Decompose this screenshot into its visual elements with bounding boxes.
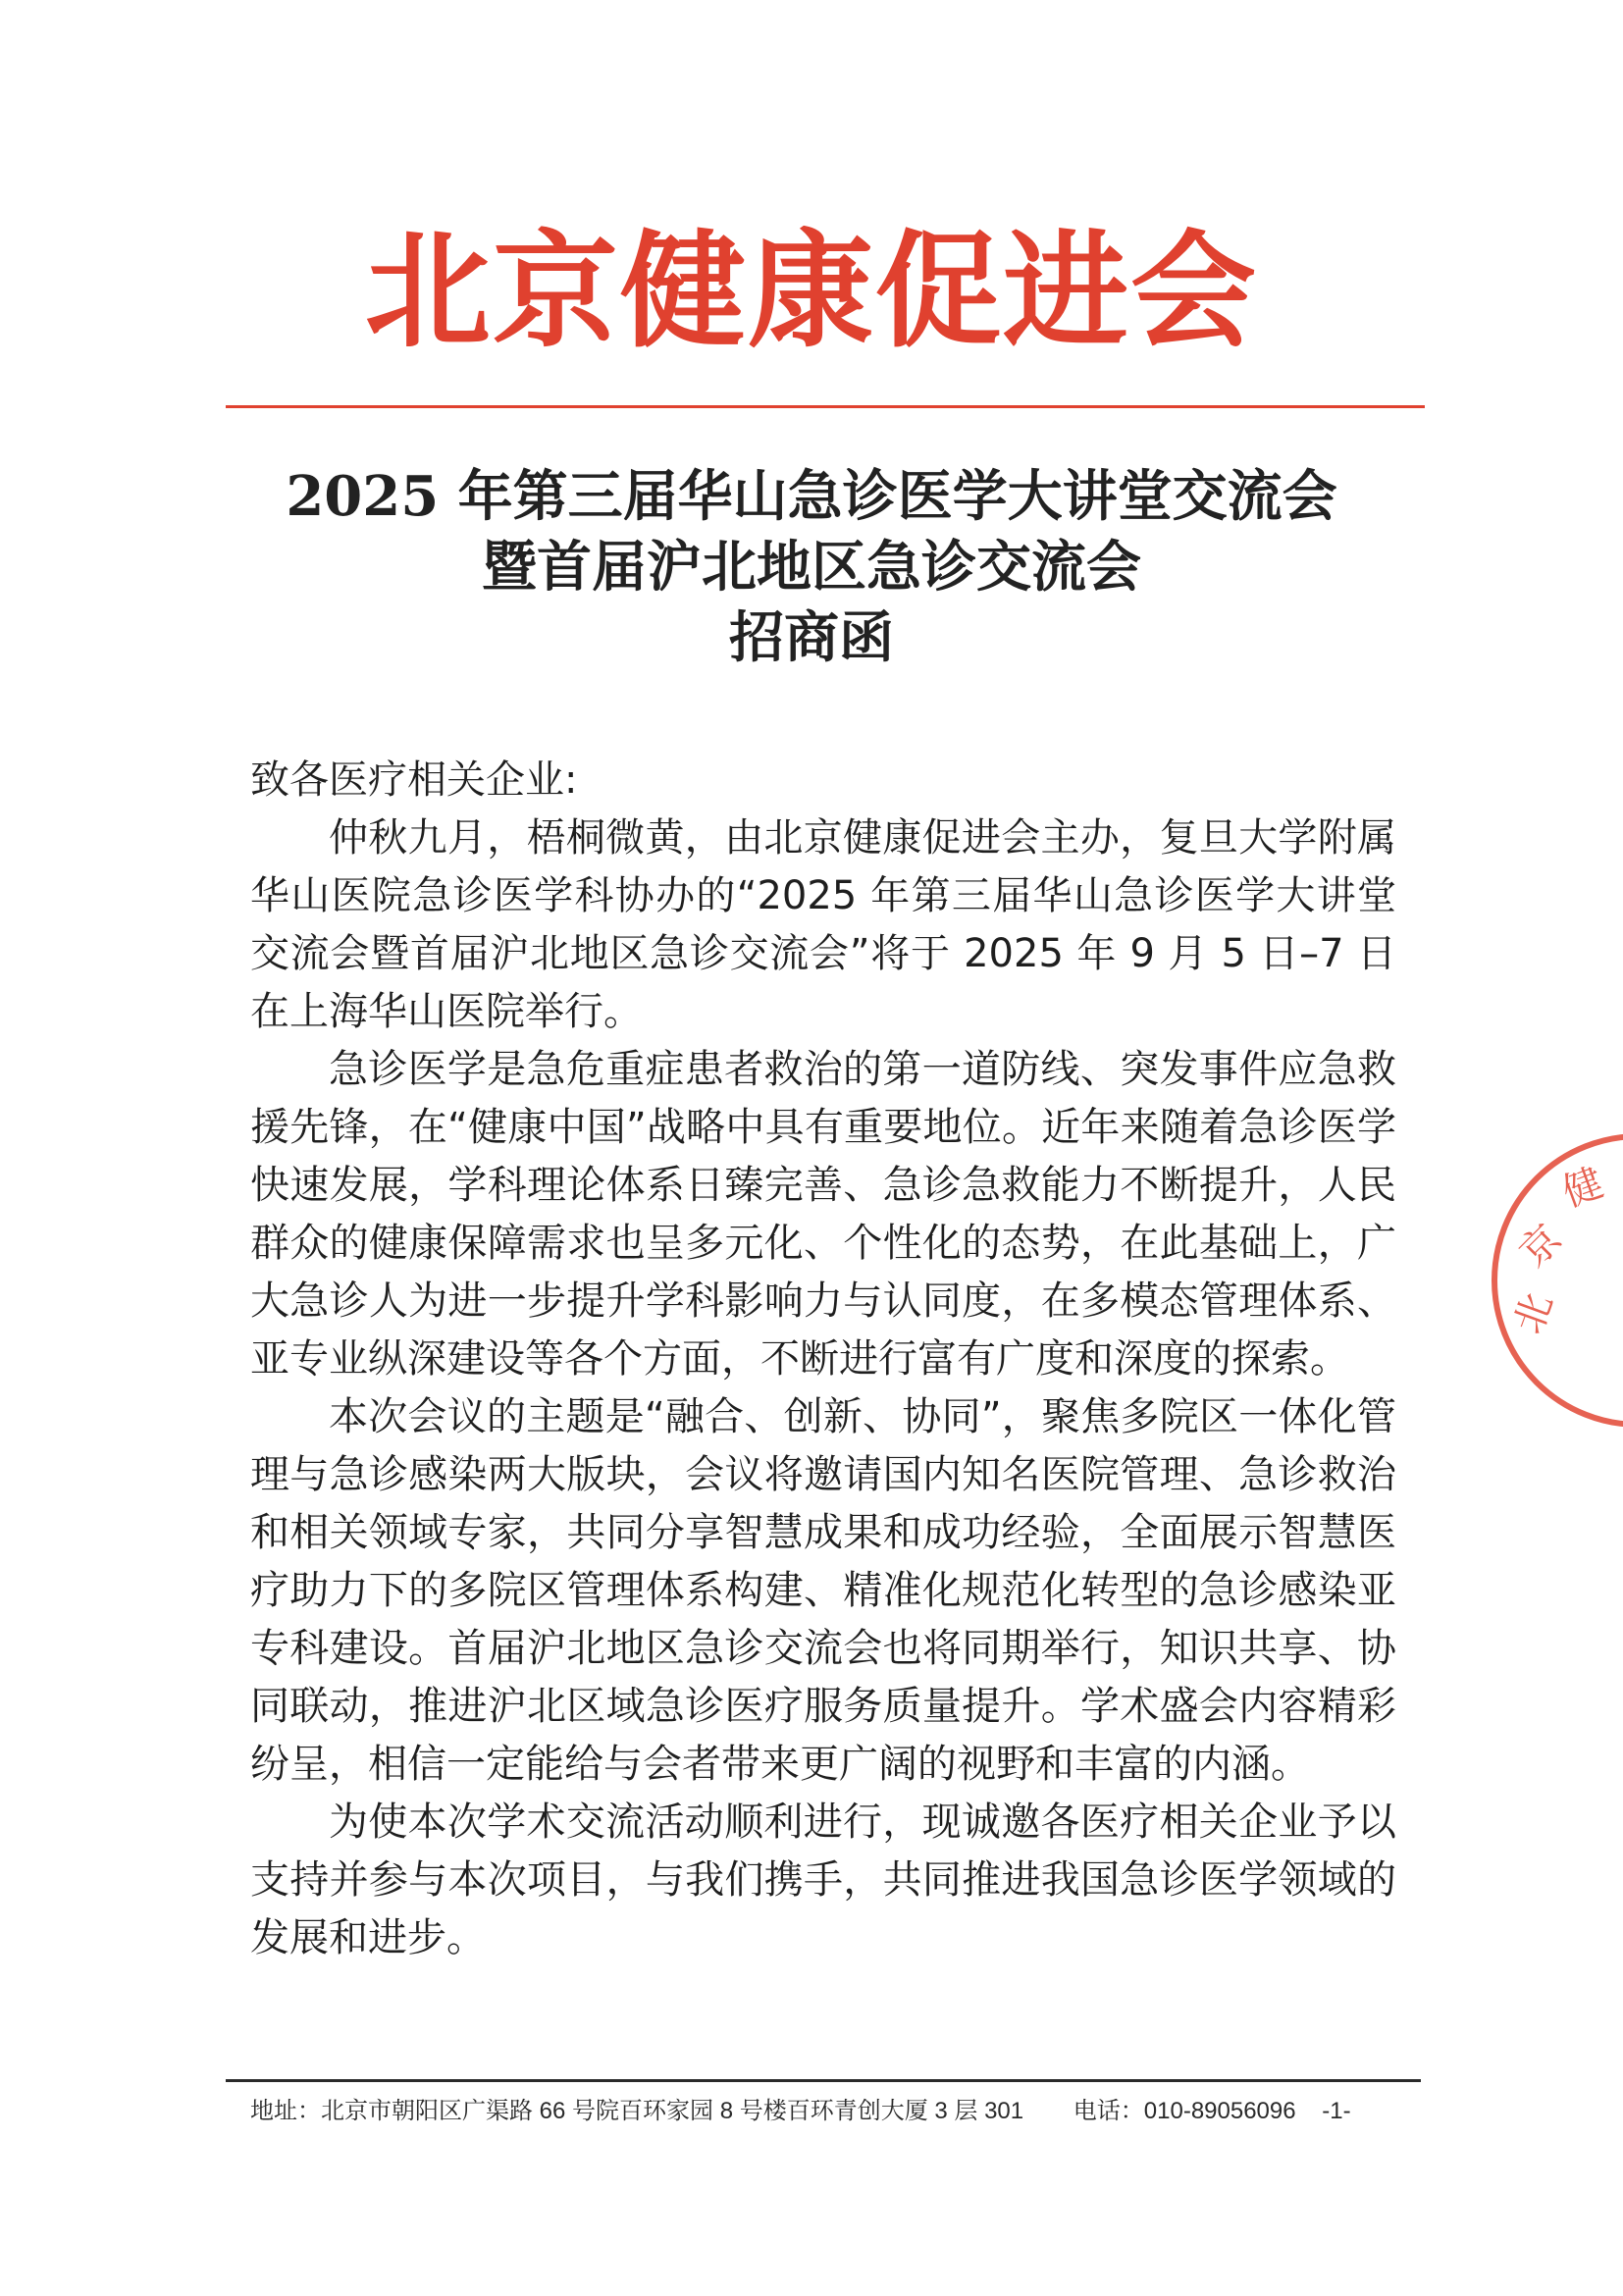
document-title xyxy=(0,461,1623,673)
letterhead-org-name: 北京健康促进会 xyxy=(364,218,1258,365)
paragraph-invitation: 为使本次学术交流活动顺利进行，现诚邀各医疗相关企业予以支持并参与本次项目，与我们携手，共同推进我国急诊医学领域的发展和进步。 xyxy=(250,1800,1396,1960)
title-line-2: 暨首届沪北地区急诊交流会 xyxy=(482,535,1141,600)
official-seal-stamp xyxy=(1492,1133,1623,1428)
paragraph-background: 急诊医学是急危重症患者救治的第一道防线、突发事件应急救援先锋，在“健康中国”战略中具有重要地位。近年来随着急诊医学快速发展，学科理论体系日臻完善、急诊急救能力不断提升，人民群众的健康保障需求也呈多元化、个性化的态势，在此基础上，广大急诊人为进一步提升学科影响力与认同度，在多模态管理体系、亚专业纵深建设等各个方面，不断进行富有广度和深度的探索。 xyxy=(250,1047,1396,1382)
letter-body xyxy=(250,752,1396,1967)
stamp-char-3: 健 xyxy=(1556,1160,1609,1217)
footer-phone: 电话：010-89056096 xyxy=(1073,2098,1296,2124)
stamp-char-1: 北 xyxy=(1505,1287,1562,1340)
paragraph-intro: 仲秋九月，梧桐微黄，由北京健康促进会主办，复旦大学附属华山医院急诊医学科协办的“2025 年第三届华山急诊医学大讲堂交流会暨首届沪北地区急诊交流会”将于 2025 年 9 月 5 日–7 日在上海华山医院举行。 xyxy=(250,815,1396,1034)
page-number: -1- xyxy=(1322,2098,1351,2124)
footer-rule xyxy=(226,2079,1421,2082)
stamp-char-2: 京 xyxy=(1511,1216,1571,1277)
salutation: 致各医疗相关企业: xyxy=(250,757,578,803)
footer-address: 地址：北京市朝阳区广渠路 66 号院百环家园 8 号楼百环青创大厦 3 层 301 xyxy=(250,2098,1024,2124)
title-line-3: 招商函 xyxy=(729,605,894,670)
letterhead-red-rule xyxy=(226,405,1425,408)
title-line-1: 2025 年第三届华山急诊医学大讲堂交流会 xyxy=(286,464,1337,529)
page-footer xyxy=(250,2097,1428,2126)
paragraph-theme: 本次会议的主题是“融合、创新、协同”，聚焦多院区一体化管理与急诊感染两大版块，会议将邀请国内知名医院管理、急诊救治和相关领域专家，共同分享智慧成果和成功经验，全面展示智慧医疗助力下的多院区管理体系构建、精准化规范化转型的急诊感染亚专科建设。首届沪北地区急诊交流会也将同期举行，知识共享、协同联动，推进沪北区域急诊医疗服务质量提升。学术盛会内容精彩纷呈，相信一定能给与会者带来更广阔的视野和丰富的内涵。 xyxy=(250,1394,1396,1787)
